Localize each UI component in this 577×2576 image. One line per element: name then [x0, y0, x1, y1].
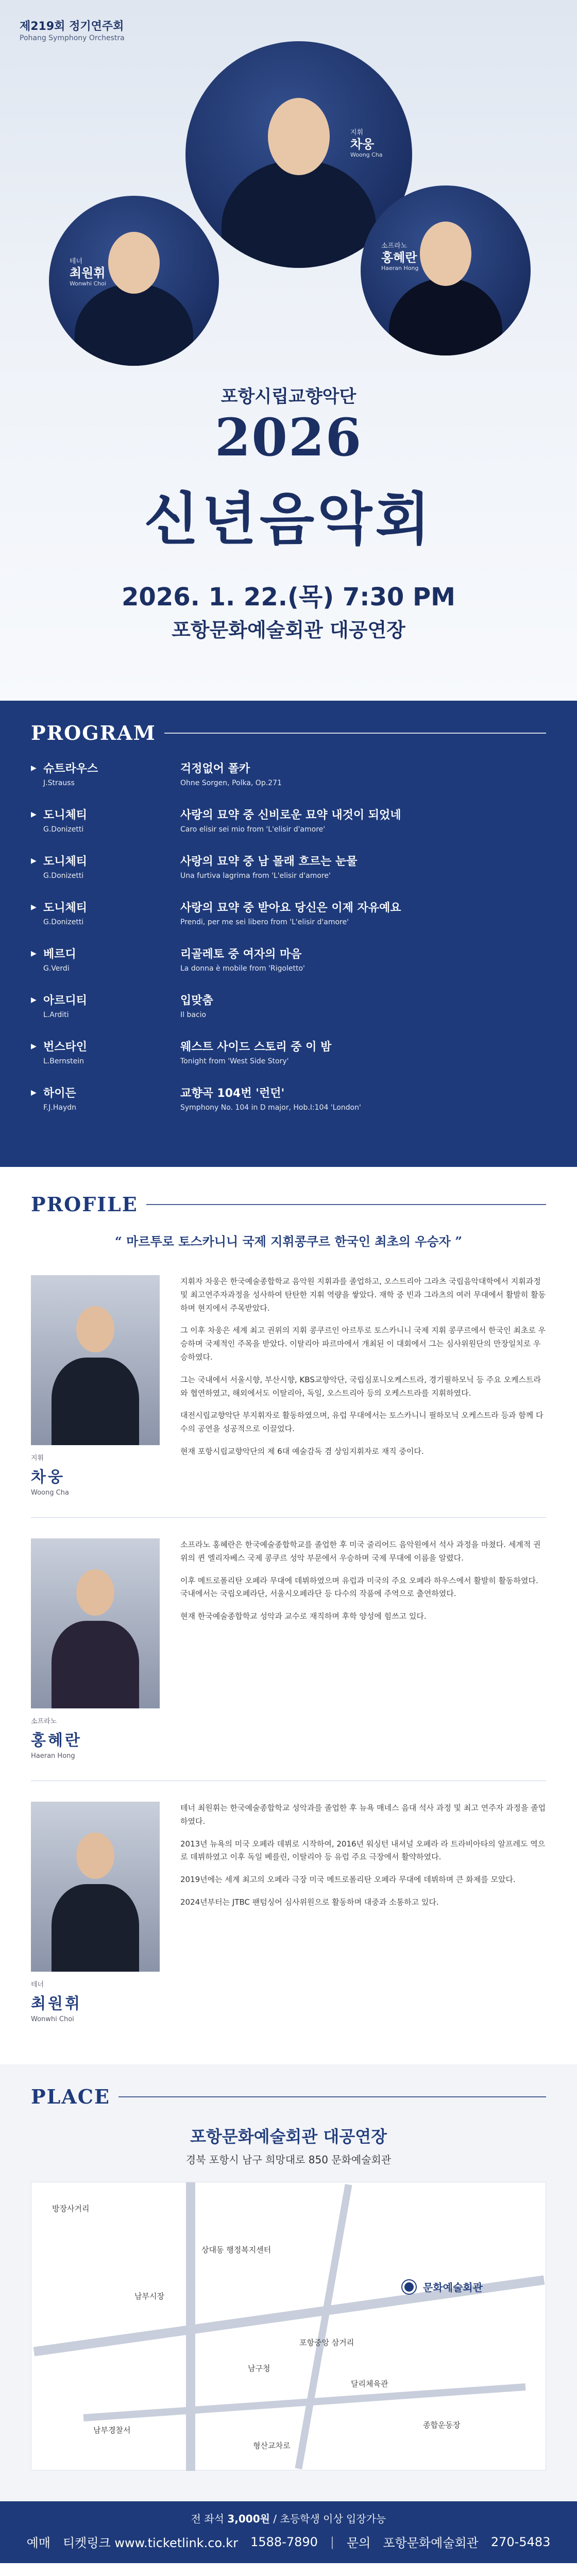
program-item	[31, 806, 546, 853]
bio-paragraph: 그 이후 차웅은 세계 최고 권위의 지휘 콩쿠르인 아르투로 토스카니니 국제 지휘 콩쿠르에서 한국인 최초로 우승하며 국제적인 주목을 받았다. 이탈리아 파르마에서 개최된 이 대회에서 그는 심사위원단의 만장일치로 우승하였다.	[180, 1326, 546, 1362]
conductor-head	[268, 98, 330, 175]
program-work	[180, 899, 401, 926]
composer-ko: 도니체티	[43, 855, 88, 868]
program-composer	[43, 760, 180, 787]
work-ko: 사랑의 묘약 중 받아요 당신은 이제 자유예요	[180, 902, 401, 914]
program-composer	[43, 992, 180, 1019]
conductor-profile-role: 지휘	[31, 1454, 44, 1462]
map-pin-icon	[402, 2280, 416, 2294]
conductor-bio	[180, 1275, 546, 1497]
profile-section	[0, 1167, 577, 2064]
footer	[0, 2501, 577, 2563]
composer-en: L.Bernstein	[43, 1057, 84, 1065]
bio-paragraph: 테너 최원휘는 한국예술종합학교 성악과를 졸업한 후 뉴욕 매네스 음대 석사 과정 및 최고 연주자 과정을 졸업하였다.	[180, 1803, 546, 1826]
profile-heading-line	[146, 1204, 546, 1205]
tenor-profile-name-en: Wonwhi Choi	[31, 2015, 74, 2023]
contact-divider: |	[330, 2534, 334, 2549]
work-en: Ohne Sorgen, Polka, Op.271	[180, 779, 282, 787]
map-label-d: 포항중앙 삼거리	[299, 2338, 354, 2347]
work-ko: 웨스트 사이드 스토리 중 이 밤	[180, 1041, 332, 1054]
place-title: PLACE	[31, 2085, 110, 2108]
program-work	[180, 806, 401, 834]
work-ko: 걱정없어 폴카	[180, 762, 250, 775]
ticket-link[interactable]: 티켓링크 www.ticketlink.co.kr	[62, 2536, 239, 2550]
bio-paragraph: 2019년에는 세계 최고의 오페라 극장 미국 메트로폴리탄 오페라 무대에 데뷔하며 큰 화제를 모았다.	[180, 1875, 516, 1885]
ticket-fee-line	[0, 2511, 577, 2526]
tenor-name: 최원휘	[70, 265, 106, 280]
inquiry-label: 문의	[347, 2536, 371, 2550]
ticket-phone: 1588-7890	[250, 2534, 318, 2549]
soprano-bio	[180, 1538, 546, 1760]
program-heading	[31, 721, 546, 744]
map-label-e: 남구청	[248, 2364, 270, 2373]
composer-en: G.Verdi	[43, 964, 70, 973]
bio-paragraph: 2024년부터는 JTBC 팬텀싱어 심사위원으로 활동하며 대중과 소통하고 있다.	[180, 1897, 439, 1907]
concert-number: 제219회 정기연주회	[20, 20, 124, 33]
composer-ko: 하이든	[43, 1087, 76, 1100]
program-item	[31, 945, 546, 992]
composer-ko: 도니체티	[43, 902, 88, 914]
soprano-role: 소프라노	[381, 242, 408, 250]
map-road-vertical-1	[186, 2182, 195, 2471]
place-heading-line	[118, 2096, 546, 2097]
map-label-c: 남부시장	[134, 2292, 164, 2301]
concert-venue: 포항문화예술회관 대공연장	[172, 619, 405, 641]
program-list	[31, 760, 546, 1131]
program-composer	[43, 1038, 180, 1065]
tenor-role: 테너	[70, 258, 83, 265]
composer-ko: 도니체티	[43, 809, 88, 822]
conductor-profile-photo	[31, 1275, 160, 1445]
profile-heading	[31, 1193, 546, 1216]
soprano-photo	[361, 185, 531, 355]
program-work	[180, 945, 305, 973]
bio-paragraph: 현재 포항시립교향악단의 제 6대 예술감독 겸 상임지휘자로 재직 중이다.	[180, 1446, 424, 1456]
map-label-f: 달리체육관	[351, 2379, 388, 2388]
triangle-icon: ▶	[31, 857, 37, 865]
fee-prefix: 전 좌석	[191, 2513, 224, 2525]
work-ko: 리골레토 중 여자의 마음	[180, 948, 302, 961]
bio-paragraph: 소프라노 홍혜란은 한국예술종합학교를 졸업한 후 미국 줄리어드 음악원에서 석사 과정을 마쳤다. 세계적 권위의 퀸 엘리자베스 국제 콩쿠르 성악 부문에서 우승하며 국제 무대에 이름을 알렸다.	[180, 1540, 541, 1563]
bio-paragraph: 현재 한국예술종합학교 성악과 교수로 재직하며 후학 양성에 힘쓰고 있다.	[180, 1612, 427, 1621]
composer-ko: 번스타인	[43, 1041, 88, 1054]
work-en: Il bacio	[180, 1011, 207, 1019]
triangle-icon: ▶	[31, 950, 37, 958]
composer-ko: 베르디	[43, 948, 76, 961]
profile-divider	[31, 1517, 546, 1518]
work-en: La donna è mobile from 'Rigoletto'	[180, 964, 305, 973]
conductor-profile-name: 차웅	[31, 1468, 65, 1486]
soprano-head	[420, 222, 471, 286]
program-heading-line	[164, 733, 546, 734]
program-composer	[43, 853, 180, 880]
program-item	[31, 1084, 546, 1131]
program-composer	[43, 945, 180, 973]
soprano-profile-name-en: Haeran Hong	[31, 1752, 75, 1760]
map-label-g: 남부경찰서	[93, 2426, 131, 2435]
soprano-name-en: Haeran Hong	[381, 265, 419, 272]
work-en: Tonight from 'West Side Story'	[180, 1057, 289, 1065]
triangle-icon: ▶	[31, 1042, 37, 1050]
map-label-a: 방장사거리	[52, 2204, 90, 2213]
program-title: PROGRAM	[31, 721, 156, 744]
inquiry-phone: 270-5483	[490, 2534, 551, 2549]
hero-poster	[0, 0, 577, 701]
program-work	[180, 853, 357, 880]
program-section	[0, 701, 577, 1167]
bio-paragraph: 2013년 뉴욕의 미국 오페라 데뷔로 시작하여, 2016년 워싱턴 내셔널 오페라 라 트라비아타의 알프레도 역으로 데뷔하였고 이후 독일 베를린, 이탈리아 등 유럽 주요 극장에서 활약하였다.	[180, 1839, 546, 1862]
composer-en: G.Donizetti	[43, 825, 84, 834]
conductor-name-en: Woong Cha	[350, 151, 383, 159]
map-label-i: 형산교차로	[253, 2441, 291, 2450]
tenor-profile-name: 최원휘	[31, 1995, 82, 2013]
age-limit: 초등학생 이상 입장가능	[280, 2513, 386, 2525]
soprano-label	[381, 242, 418, 272]
program-work	[180, 1084, 361, 1112]
profile-quote: “ 마르투로 토스카니니 국제 지휘콩쿠르 한국인 최초의 우승자 ”	[114, 1234, 463, 1249]
soprano-profile-side	[31, 1538, 160, 1760]
program-work	[180, 992, 213, 1019]
inquiry-org: 포항문화예술회관	[383, 2536, 479, 2550]
profile-title: PROFILE	[31, 1193, 138, 1216]
concert-date: 2026. 1. 22.(목) 7:30 PM	[122, 583, 455, 612]
concert-year: 2026	[214, 407, 363, 468]
tenor-photo	[49, 196, 219, 366]
triangle-icon: ▶	[31, 996, 37, 1004]
composer-en: L.Arditi	[43, 1011, 69, 1019]
work-en: Una furtiva lagrima from 'L'elisir d'amore'	[180, 872, 331, 880]
bio-paragraph: 대전시립교향악단 부지휘자로 활동하였으며, 유럽 무대에서는 토스카니니 필하모닉 오케스트라 등과 함께 다수의 공연을 성공적으로 이끌었다.	[180, 1411, 544, 1434]
conductor-silhouette	[222, 160, 376, 268]
program-composer	[43, 899, 180, 926]
tenor-name-en: Wonwhi Choi	[70, 280, 106, 287]
triangle-icon: ▶	[31, 810, 37, 819]
tenor-bio	[180, 1802, 546, 2023]
work-ko: 입맞춤	[180, 994, 213, 1007]
place-heading	[31, 2085, 546, 2108]
tenor-head	[108, 232, 160, 294]
composer-en: J.Strauss	[43, 779, 75, 787]
triangle-icon: ▶	[31, 764, 37, 772]
work-en: Caro elisir sei mio from 'L'elisir d'amore'	[180, 825, 326, 834]
composer-ko: 슈트라우스	[43, 762, 98, 775]
work-ko: 사랑의 묘약 중 신비로운 묘약 내것이 되었네	[180, 809, 401, 822]
bio-paragraph: 이후 메트로폴리탄 오페라 무대에 데뷔하였으며 유럽과 미국의 주요 오페라 하우스에서 활발히 활동하였다. 국내에서는 국립오페라단, 서울시오페라단 등 다수의 작품에 주역으로 출연하였다.	[180, 1575, 538, 1599]
bio-paragraph: 지휘자 차웅은 한국예술종합학교 음악원 지휘과를 졸업하고, 오스트리아 그라츠 국립음악대학에서 지휘과정 및 최고연주자과정을 성사하여 탄탄한 지휘 역량을 쌓았다. 재학 중 빈과 그라츠의 여러 무대에서 활발히 활동하며 현지에서 주목받았다.	[180, 1277, 546, 1313]
work-en: Symphony No. 104 in D major, Hob.I:104 'London'	[180, 1104, 361, 1112]
program-work	[180, 1038, 331, 1065]
map-destination: 문화예술회관	[423, 2281, 483, 2294]
conductor-profile-side	[31, 1275, 160, 1497]
program-item	[31, 899, 546, 945]
tenor-profile-side	[31, 1802, 160, 2023]
composer-en: G.Donizetti	[43, 918, 84, 926]
conductor-name: 차웅	[350, 137, 375, 151]
orchestra-name-en: Pohang Symphony Orchestra	[20, 34, 125, 42]
place-venue-name: 포항문화예술회관 대공연장	[190, 2127, 387, 2146]
tenor-profile	[31, 1802, 546, 2023]
soprano-profile-photo	[31, 1538, 160, 1708]
fee-sep: /	[273, 2513, 280, 2525]
composer-en: G.Donizetti	[43, 872, 84, 880]
tenor-profile-photo	[31, 1802, 160, 1972]
composer-ko: 아르디티	[43, 994, 88, 1007]
work-en: Prendi, per me sei libero from 'L'elisir d'amore'	[180, 918, 349, 926]
program-item	[31, 1038, 546, 1084]
contact-line	[0, 2533, 577, 2551]
program-composer	[43, 806, 180, 834]
orchestra-name: 포항시립교향악단	[220, 386, 357, 407]
program-item	[31, 760, 546, 806]
program-composer	[43, 1084, 180, 1112]
soprano-name: 홍혜란	[381, 250, 417, 265]
tenor-label	[70, 258, 106, 287]
program-work	[180, 760, 282, 787]
triangle-icon: ▶	[31, 903, 37, 911]
fee-amount: 3,000원	[227, 2513, 270, 2525]
ticket-label: 예매	[26, 2536, 50, 2550]
work-ko: 사랑의 묘약 중 남 몰래 흐르는 눈물	[180, 855, 358, 868]
place-address: 경북 포항시 남구 희망대로 850 문화예술회관	[185, 2154, 392, 2166]
concert-title: 신년음악회	[144, 486, 433, 552]
soprano-silhouette	[389, 278, 502, 355]
venue-map	[31, 2182, 546, 2470]
composer-en: F.J.Haydn	[43, 1104, 76, 1112]
map-label-h: 종합운동장	[423, 2420, 461, 2430]
conductor-label	[350, 129, 383, 159]
tenor-silhouette	[75, 283, 193, 366]
soprano-profile-role: 소프라노	[31, 1718, 57, 1725]
triangle-icon: ▶	[31, 1089, 37, 1097]
map-label-b: 상대동 행정복지센터	[201, 2245, 271, 2255]
bio-paragraph: 그는 국내에서 서울시향, 부산시향, KBS교향악단, 국립심포니오케스트라, 경기필하모닉 등 주요 오케스트라와 협연하였고, 해외에서도 이탈리아, 독일, 오스트리아 등의 오케스트라를 지휘하였다.	[180, 1375, 541, 1398]
program-item	[31, 992, 546, 1038]
program-item	[31, 853, 546, 899]
map-road-vertical-2	[295, 2184, 352, 2469]
soprano-profile-name: 홍혜란	[31, 1732, 82, 1750]
work-ko: 교향곡 104번 '런던'	[180, 1087, 285, 1100]
soprano-profile	[31, 1538, 546, 1760]
conductor-role: 지휘	[350, 129, 364, 137]
tenor-profile-role: 테너	[31, 1981, 44, 1989]
conductor-profile	[31, 1275, 546, 1497]
conductor-profile-name-en: Woong Cha	[31, 1489, 69, 1497]
place-section	[0, 2064, 577, 2501]
